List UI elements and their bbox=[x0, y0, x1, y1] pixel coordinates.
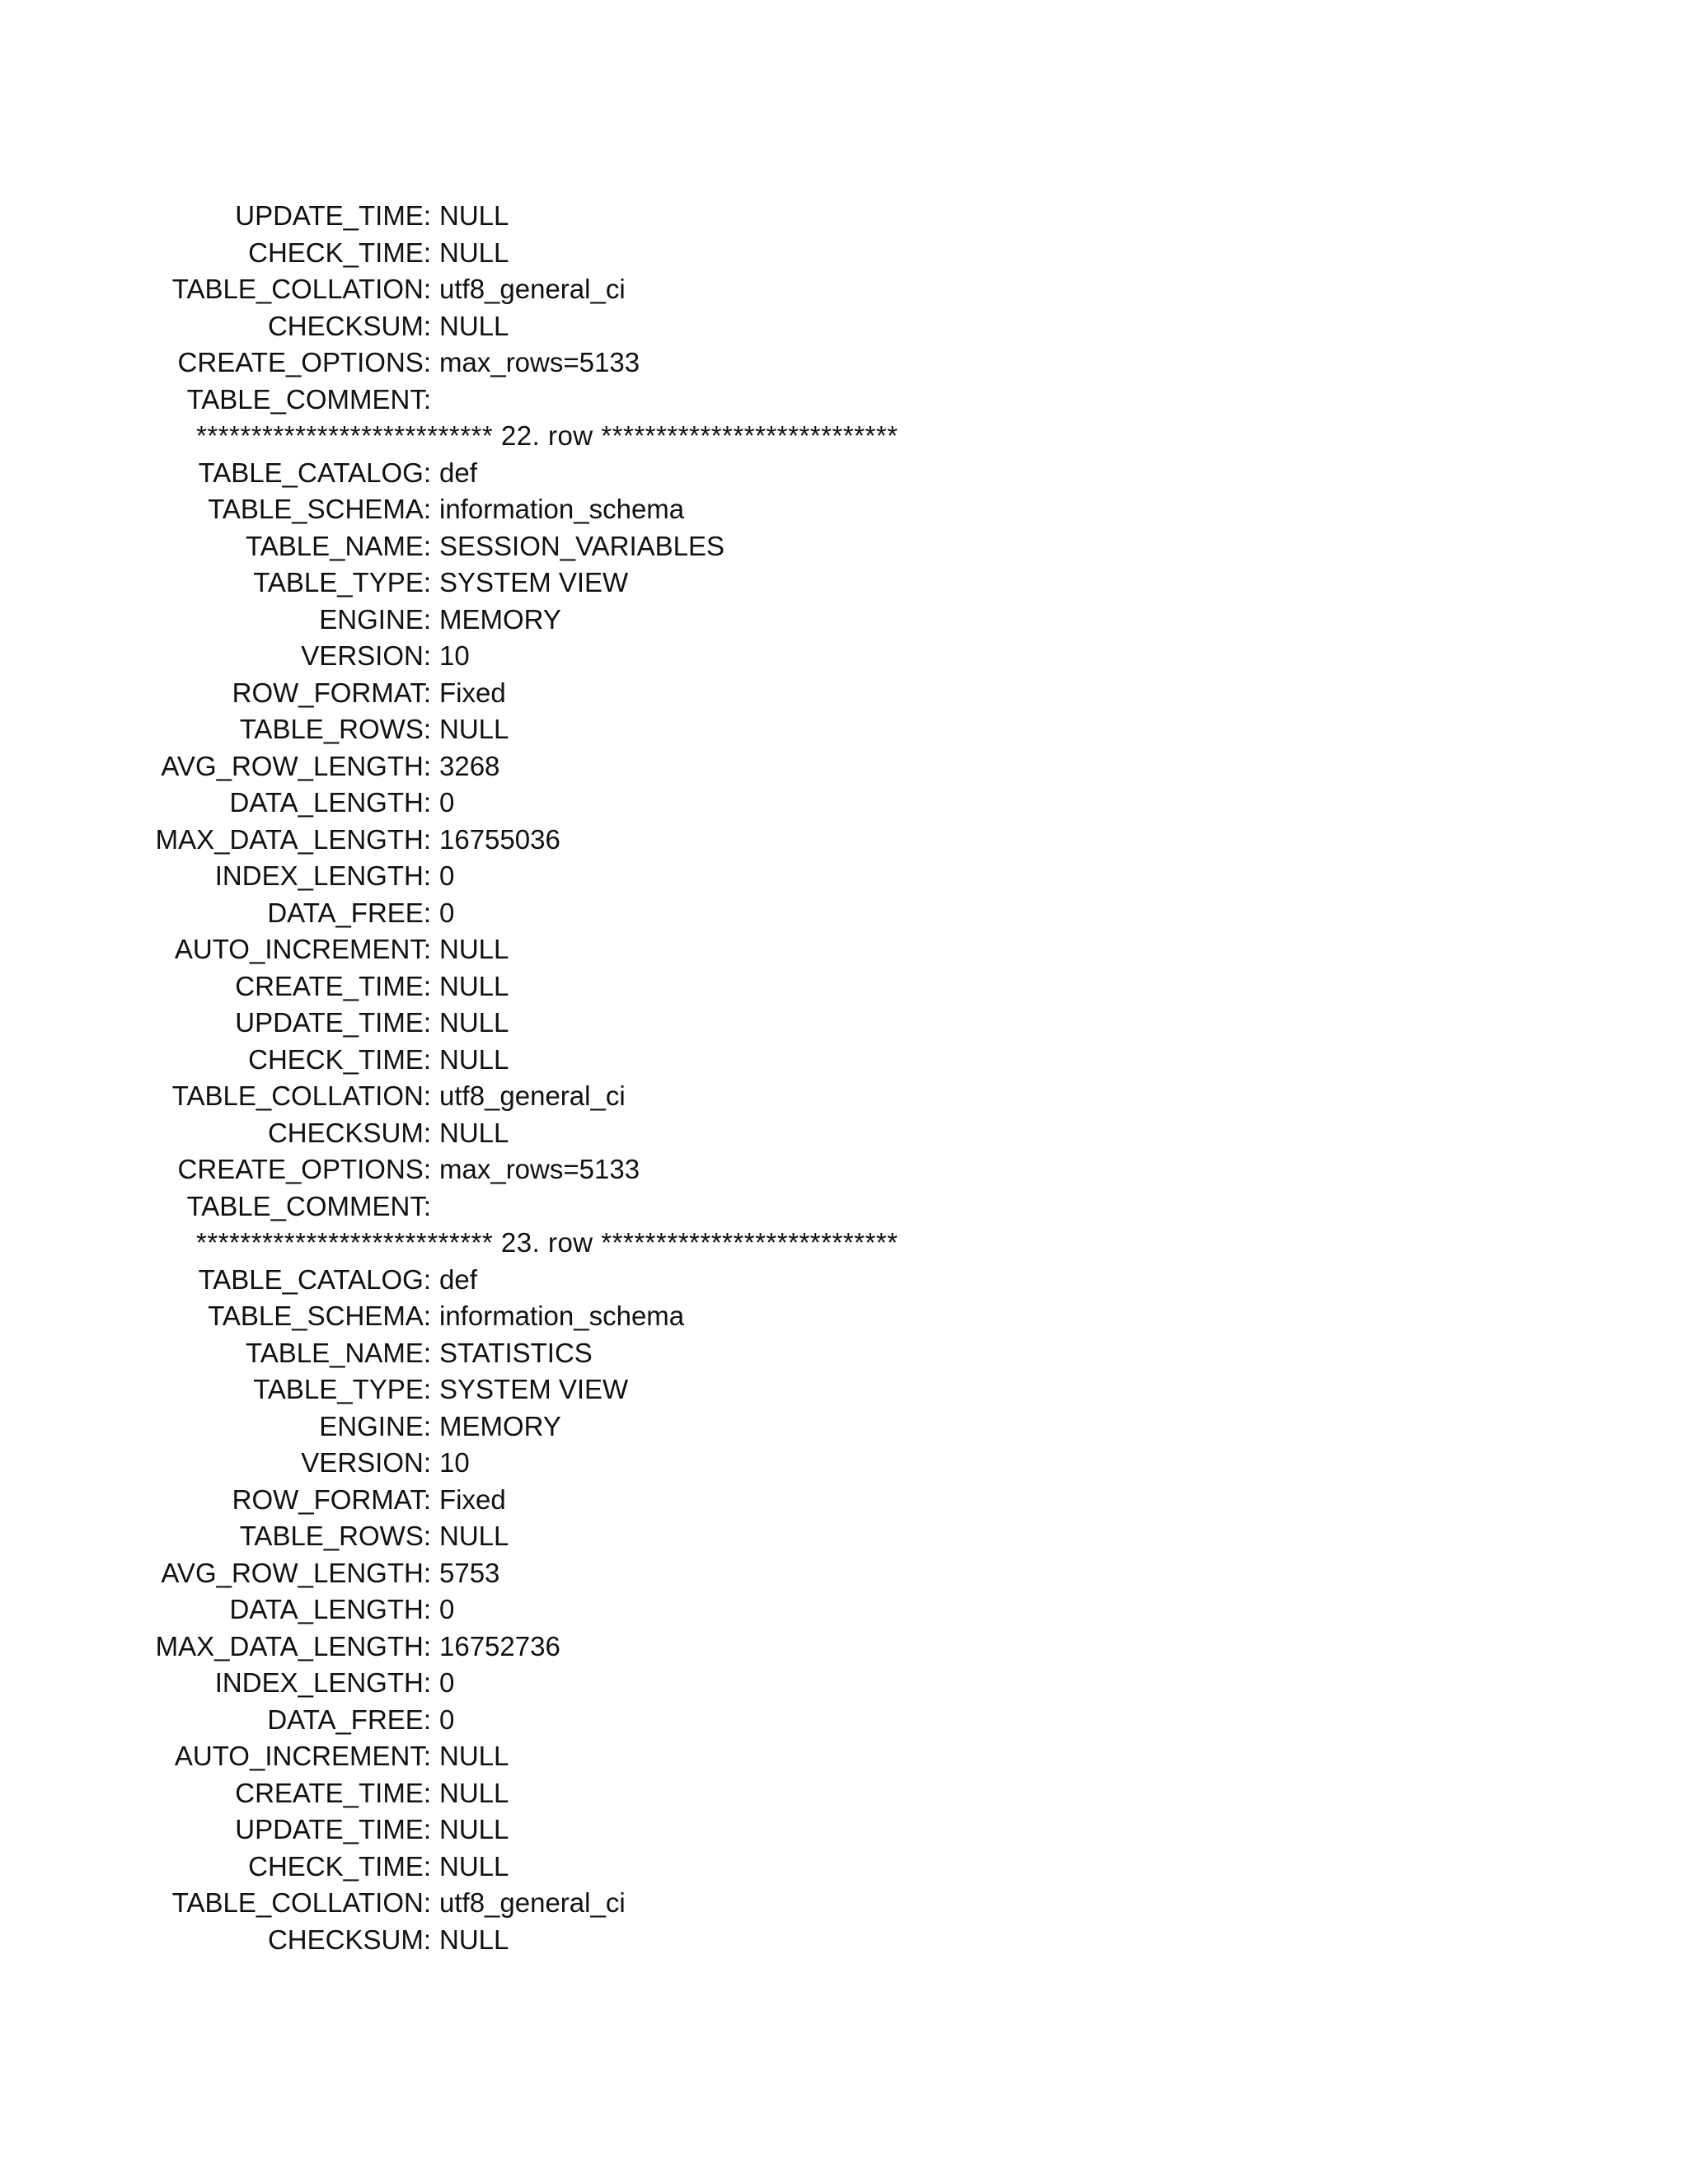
field-line bbox=[0, 198, 1688, 235]
field-line bbox=[0, 1849, 1688, 1886]
field-key: CREATE_OPTIONS: bbox=[177, 1154, 431, 1184]
field-line bbox=[0, 1775, 1688, 1812]
field-line bbox=[0, 1518, 1688, 1555]
field-value: 10 bbox=[439, 640, 470, 671]
field-line bbox=[0, 1408, 1688, 1446]
field-line bbox=[0, 822, 1688, 859]
row-separator: *************************** 23. row *************************** bbox=[196, 1227, 898, 1258]
field-key: CHECKSUM: bbox=[267, 1117, 431, 1148]
field-key: TABLE_NAME: bbox=[246, 530, 431, 561]
field-line bbox=[0, 1665, 1688, 1702]
field-value: NULL bbox=[439, 1117, 509, 1148]
field-key: TABLE_NAME: bbox=[246, 1337, 431, 1368]
field-key: TABLE_COLLATION: bbox=[171, 1080, 431, 1111]
field-value: 16752736 bbox=[439, 1630, 560, 1661]
field-value: 0 bbox=[439, 1704, 455, 1735]
row-separator: *************************** 22. row *************************** bbox=[196, 420, 898, 451]
field-key: TABLE_CATALOG: bbox=[198, 1263, 431, 1295]
field-key: TABLE_COLLATION: bbox=[171, 1887, 431, 1918]
field-line bbox=[0, 748, 1688, 785]
field-value: NULL bbox=[439, 237, 509, 268]
field-line bbox=[0, 675, 1688, 712]
field-line bbox=[0, 895, 1688, 932]
field-key: TABLE_CATALOG: bbox=[198, 457, 431, 488]
field-key: CHECKSUM: bbox=[267, 310, 431, 341]
field-key: UPDATE_TIME: bbox=[235, 200, 431, 231]
field-line bbox=[0, 858, 1688, 895]
field-value: NULL bbox=[439, 1777, 509, 1808]
field-key: TABLE_SCHEMA: bbox=[208, 1301, 431, 1331]
field-value: 16755036 bbox=[439, 823, 560, 855]
field-value: 0 bbox=[439, 860, 455, 891]
field-key: CREATE_OPTIONS: bbox=[177, 347, 431, 377]
field-key: TABLE_COMMENT: bbox=[186, 383, 431, 415]
field-line bbox=[0, 968, 1688, 1005]
field-line bbox=[0, 1335, 1688, 1372]
field-key: CHECKSUM: bbox=[267, 1924, 431, 1955]
field-key: TABLE_COLLATION: bbox=[171, 274, 431, 304]
field-value: utf8_general_ci bbox=[439, 1887, 626, 1918]
field-line bbox=[0, 711, 1688, 748]
field-value: NULL bbox=[439, 1043, 509, 1075]
field-key: UPDATE_TIME: bbox=[235, 1814, 431, 1844]
field-key: CHECK_TIME: bbox=[248, 237, 431, 268]
field-value: SESSION_VARIABLES bbox=[439, 530, 725, 561]
field-line bbox=[0, 235, 1688, 272]
field-key: ENGINE: bbox=[319, 603, 431, 635]
field-value: def bbox=[439, 457, 477, 488]
field-value: information_schema bbox=[439, 494, 685, 524]
field-line bbox=[0, 528, 1688, 565]
field-value: NULL bbox=[439, 1924, 509, 1955]
field-value: utf8_general_ci bbox=[439, 1080, 626, 1111]
field-value: 0 bbox=[439, 897, 455, 928]
field-line bbox=[0, 1885, 1688, 1922]
field-key: AUTO_INCREMENT: bbox=[174, 934, 431, 964]
field-key: CREATE_TIME: bbox=[235, 1777, 431, 1808]
field-value: information_schema bbox=[439, 1301, 685, 1331]
field-line bbox=[0, 1738, 1688, 1775]
field-line bbox=[0, 271, 1688, 308]
field-value: SYSTEM VIEW bbox=[439, 567, 629, 598]
field-line bbox=[0, 308, 1688, 345]
field-line bbox=[0, 382, 1688, 419]
field-line bbox=[0, 491, 1688, 528]
field-line bbox=[0, 1151, 1688, 1188]
field-key: DATA_FREE: bbox=[267, 897, 431, 928]
field-key: MAX_DATA_LENGTH: bbox=[155, 823, 431, 855]
field-line bbox=[0, 1371, 1688, 1408]
field-line bbox=[0, 1811, 1688, 1849]
field-line bbox=[0, 638, 1688, 675]
field-line bbox=[0, 1115, 1688, 1152]
field-line bbox=[0, 1262, 1688, 1299]
field-key: TABLE_ROWS: bbox=[239, 1521, 431, 1551]
field-line bbox=[0, 1005, 1688, 1042]
field-value: 3268 bbox=[439, 750, 500, 781]
field-line bbox=[0, 931, 1688, 968]
field-value: 10 bbox=[439, 1447, 470, 1478]
field-line bbox=[0, 455, 1688, 492]
field-value: 0 bbox=[439, 1594, 455, 1624]
field-key: ENGINE: bbox=[319, 1410, 431, 1441]
field-value: NULL bbox=[439, 1007, 509, 1038]
field-value: NULL bbox=[439, 934, 509, 964]
field-value: STATISTICS bbox=[439, 1337, 593, 1368]
field-key: TABLE_COMMENT: bbox=[186, 1190, 431, 1221]
field-value: NULL bbox=[439, 970, 509, 1001]
field-line bbox=[0, 1078, 1688, 1115]
field-key: AVG_ROW_LENGTH: bbox=[161, 1557, 431, 1588]
field-line bbox=[0, 1298, 1688, 1335]
field-key: DATA_LENGTH: bbox=[229, 787, 431, 818]
field-key: TABLE_TYPE: bbox=[253, 1374, 431, 1404]
field-line bbox=[0, 565, 1688, 602]
field-line bbox=[0, 1591, 1688, 1629]
field-value: SYSTEM VIEW bbox=[439, 1374, 629, 1404]
field-value: NULL bbox=[439, 200, 509, 231]
field-line bbox=[0, 1042, 1688, 1079]
field-value: NULL bbox=[439, 1521, 509, 1551]
field-value: Fixed bbox=[439, 677, 506, 708]
field-key: CHECK_TIME: bbox=[248, 1850, 431, 1882]
field-value: 5753 bbox=[439, 1557, 500, 1588]
field-key: TABLE_TYPE: bbox=[253, 567, 431, 598]
query-output-listing bbox=[0, 198, 1688, 1958]
field-value: NULL bbox=[439, 1741, 509, 1771]
field-key: ROW_FORMAT: bbox=[232, 1483, 431, 1515]
field-key: TABLE_SCHEMA: bbox=[208, 494, 431, 524]
field-value: Fixed bbox=[439, 1483, 506, 1515]
field-key: TABLE_ROWS: bbox=[239, 714, 431, 744]
field-value: max_rows=5133 bbox=[439, 1154, 640, 1184]
field-line bbox=[0, 1629, 1688, 1666]
field-key: INDEX_LENGTH: bbox=[214, 860, 431, 891]
field-line bbox=[0, 1445, 1688, 1482]
field-key: CHECK_TIME: bbox=[248, 1043, 431, 1075]
field-value: max_rows=5133 bbox=[439, 347, 640, 377]
field-value: MEMORY bbox=[439, 603, 561, 635]
field-line bbox=[0, 1702, 1688, 1739]
field-line bbox=[0, 1188, 1688, 1226]
field-value: NULL bbox=[439, 1850, 509, 1882]
field-value: utf8_general_ci bbox=[439, 274, 626, 304]
field-line bbox=[0, 602, 1688, 639]
field-key: INDEX_LENGTH: bbox=[214, 1667, 431, 1698]
field-value: MEMORY bbox=[439, 1410, 561, 1441]
field-line bbox=[0, 1555, 1688, 1592]
field-key: VERSION: bbox=[301, 1447, 431, 1478]
field-value: NULL bbox=[439, 1814, 509, 1844]
field-value: NULL bbox=[439, 714, 509, 744]
field-key: DATA_FREE: bbox=[267, 1704, 431, 1735]
field-value: def bbox=[439, 1263, 477, 1295]
field-value: 0 bbox=[439, 787, 455, 818]
field-key: CREATE_TIME: bbox=[235, 970, 431, 1001]
field-line bbox=[0, 1482, 1688, 1519]
field-line bbox=[0, 1922, 1688, 1959]
field-key: MAX_DATA_LENGTH: bbox=[155, 1630, 431, 1661]
field-key: UPDATE_TIME: bbox=[235, 1007, 431, 1038]
field-key: VERSION: bbox=[301, 640, 431, 671]
field-key: AUTO_INCREMENT: bbox=[174, 1741, 431, 1771]
field-line bbox=[0, 785, 1688, 822]
field-key: AVG_ROW_LENGTH: bbox=[161, 750, 431, 781]
field-key: DATA_LENGTH: bbox=[229, 1594, 431, 1624]
field-key: ROW_FORMAT: bbox=[232, 677, 431, 708]
field-value: NULL bbox=[439, 310, 509, 341]
field-line bbox=[0, 344, 1688, 382]
field-value: 0 bbox=[439, 1667, 455, 1698]
